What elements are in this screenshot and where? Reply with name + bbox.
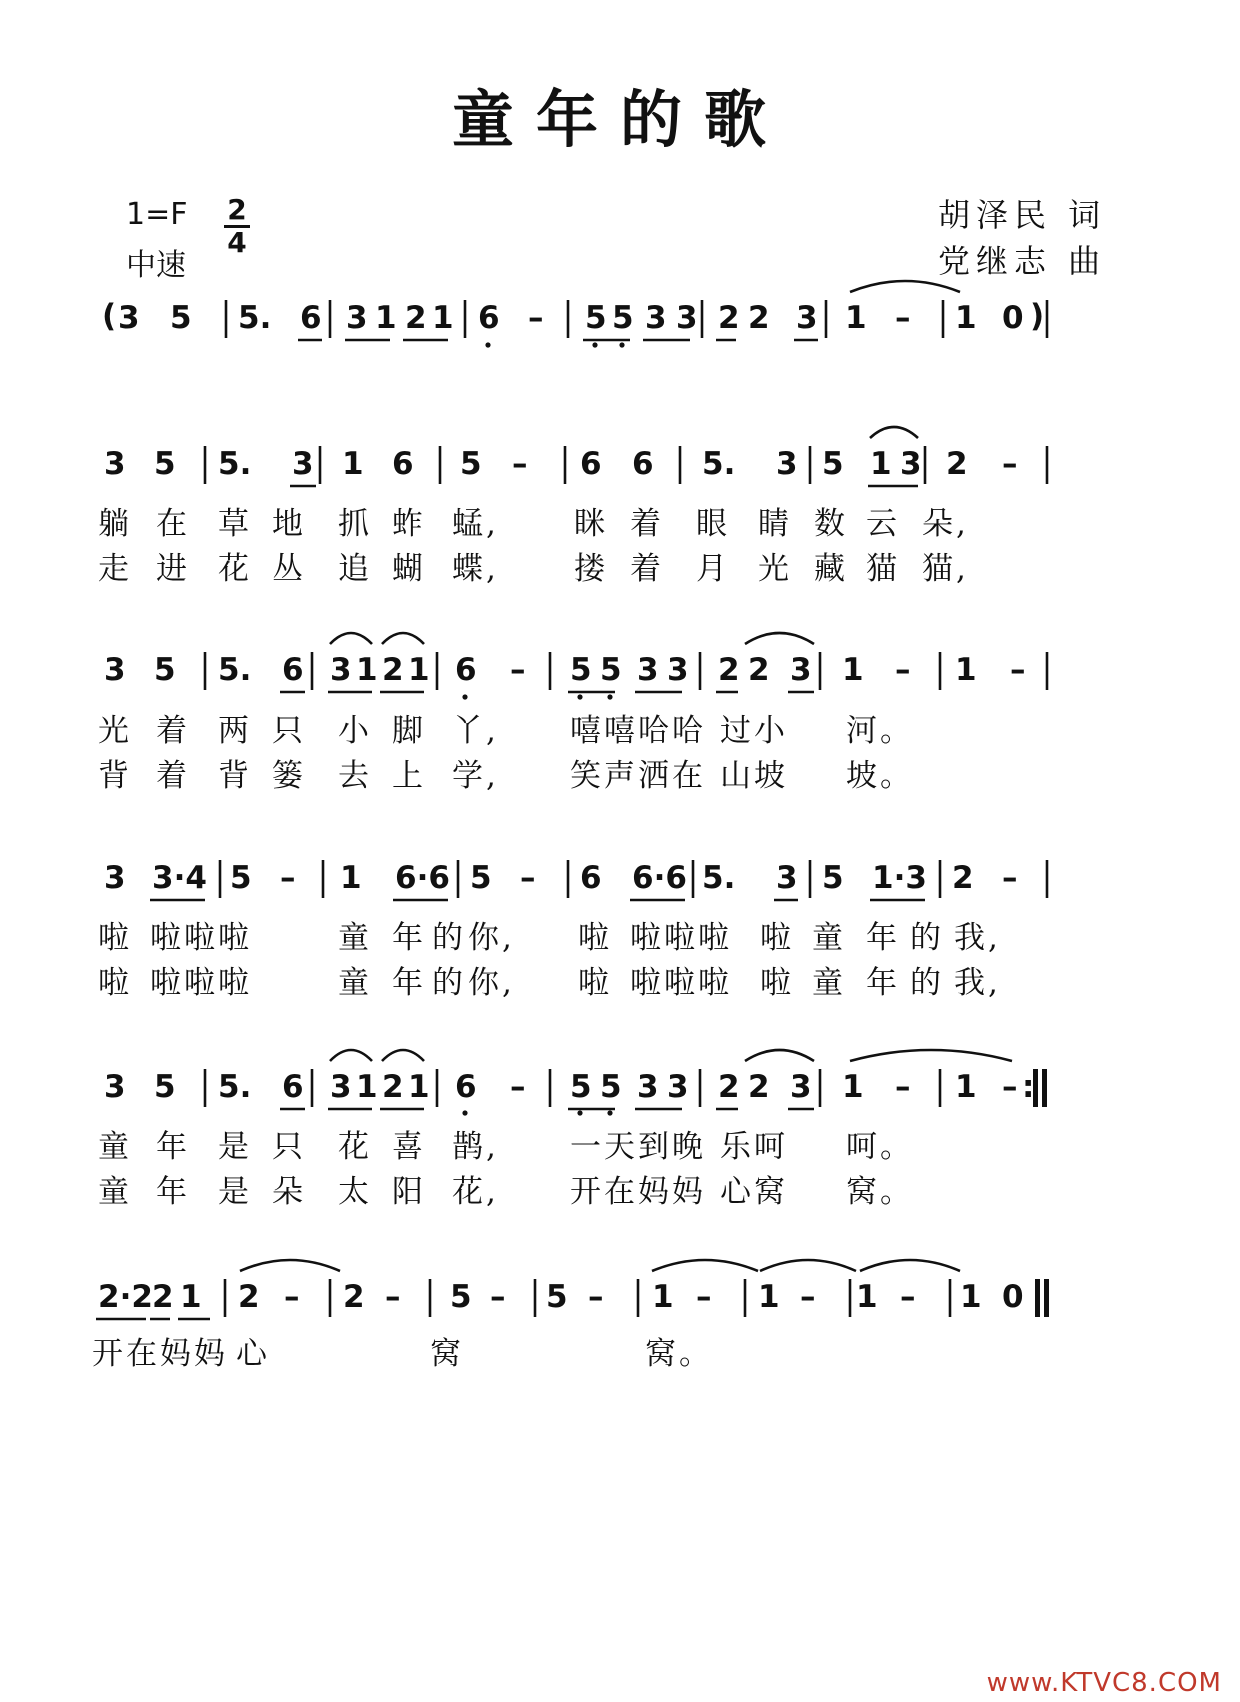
lyric-syllable: 啦啦啦: [630, 965, 732, 1001]
note: –: [1002, 446, 1018, 482]
note: 3: [676, 300, 698, 336]
note: 5: [460, 446, 482, 482]
note: –: [528, 300, 544, 336]
lyric-syllable: 蜢,: [452, 506, 499, 542]
lyric-syllable: 睛: [758, 506, 792, 542]
note: 1: [845, 300, 867, 336]
note: –: [895, 652, 911, 688]
lyric-syllable: 窝: [430, 1336, 464, 1372]
intro-open-paren: (: [102, 298, 117, 334]
note: 6·6: [395, 860, 450, 896]
note: 5.: [218, 1069, 252, 1105]
lyric-syllable: 啦: [760, 965, 794, 1001]
tie-arc: [860, 1260, 960, 1271]
lyric-syllable: 着: [630, 551, 664, 587]
tie-arc: [240, 1260, 340, 1271]
lyric-syllable: 童: [98, 1174, 132, 1210]
lyric-syllable: 只: [272, 1129, 306, 1165]
lyric-syllable: 数: [814, 506, 848, 542]
lyric-syllable: 两: [218, 713, 252, 749]
lyric-syllable: 喜: [392, 1129, 426, 1165]
note: 3: [104, 1069, 126, 1105]
lyric-syllable: 窝。: [846, 1174, 914, 1210]
lyric-syllable: 追: [338, 551, 372, 587]
note: 3: [796, 300, 818, 336]
note: 5: [570, 652, 592, 688]
lyric-syllable: 走: [98, 551, 132, 587]
lyric-syllable: 啦: [98, 920, 132, 956]
lyric-syllable: 躺: [98, 506, 132, 542]
note: –: [1002, 860, 1018, 896]
note: 2: [718, 652, 740, 688]
note: 5: [612, 300, 634, 336]
note: 1: [180, 1279, 202, 1315]
note: 3: [667, 1069, 689, 1105]
lyric-syllable: 年: [866, 965, 900, 1001]
lyric-syllable: 光: [98, 713, 132, 749]
note: 3: [790, 1069, 812, 1105]
note: 5.: [218, 652, 252, 688]
tie-arc: [745, 633, 814, 644]
note: 1: [432, 300, 454, 336]
note: 6: [300, 300, 322, 336]
note: –: [895, 300, 911, 336]
note: 1: [356, 1069, 378, 1105]
note: 3: [637, 1069, 659, 1105]
note: 1: [340, 860, 362, 896]
note: 5: [154, 1069, 176, 1105]
intro-close-paren: ): [1030, 298, 1045, 334]
note: 6: [282, 1069, 304, 1105]
final-barline: [1044, 1279, 1049, 1317]
lyric-syllable: 猫,: [922, 551, 969, 587]
lyric-syllable: 啦啦啦: [630, 920, 732, 956]
note: –: [284, 1279, 300, 1315]
lyric-syllable: 心窝: [720, 1174, 788, 1210]
octave-dot: [462, 694, 467, 699]
lyric-syllable: 只: [272, 713, 306, 749]
lyric-syllable: 嘻嘻哈哈: [570, 713, 706, 749]
lyric-syllable: 去: [338, 758, 372, 794]
note: 5: [600, 1069, 622, 1105]
note: 1: [842, 652, 864, 688]
lyric-syllable: 你,: [468, 920, 515, 956]
lyric-syllable: 呵。: [846, 1129, 914, 1165]
tie-arc: [382, 633, 424, 644]
lyric-syllable: 山坡: [720, 758, 788, 794]
lyric-syllable: 啦啦啦: [150, 920, 252, 956]
note: 3: [667, 652, 689, 688]
note: –: [800, 1279, 816, 1315]
lyric-syllable: 童: [812, 920, 846, 956]
note: 1: [842, 1069, 864, 1105]
tie-arc: [850, 281, 960, 292]
lyric-syllable: 河。: [846, 713, 914, 749]
note: –: [512, 446, 528, 482]
lyric-syllable: 光: [758, 551, 792, 587]
note: 0: [1002, 1279, 1024, 1315]
lyric-syllable: 啦: [578, 920, 612, 956]
note: 6: [580, 446, 602, 482]
tempo-marking: 中速: [126, 248, 186, 283]
note: 2: [748, 1069, 770, 1105]
note: 1: [870, 446, 892, 482]
note: –: [1010, 652, 1026, 688]
lyric-syllable: 篓: [272, 758, 306, 794]
song-title: 童年的歌: [451, 83, 788, 156]
note: 1: [955, 300, 977, 336]
note: 5.: [702, 446, 736, 482]
note: 5: [470, 860, 492, 896]
lyric-syllable: 的: [432, 920, 466, 956]
note: 5.: [702, 860, 736, 896]
lyric-syllable: 蝶,: [452, 551, 499, 587]
note: 1: [408, 652, 430, 688]
note: 6: [580, 860, 602, 896]
note: 3·4: [152, 860, 207, 896]
note: –: [900, 1279, 916, 1315]
note: 3: [776, 860, 798, 896]
lyric-syllable: 年: [392, 965, 426, 1001]
final-barline: [1042, 1069, 1047, 1107]
note: 1: [955, 1069, 977, 1105]
note: 1: [375, 300, 397, 336]
octave-dot: [577, 694, 582, 699]
tie-arc: [330, 1050, 372, 1061]
lyric-syllable: 云: [866, 506, 900, 542]
octave-dot: [577, 1110, 582, 1115]
lyric-syllable: 是: [218, 1129, 252, 1165]
note: 6: [632, 446, 654, 482]
note: 2: [382, 1069, 404, 1105]
note: 2: [952, 860, 974, 896]
lyric-syllable: 藏: [814, 551, 848, 587]
note: 5.: [218, 446, 252, 482]
note: –: [520, 860, 536, 896]
lyric-syllable: 进: [156, 551, 190, 587]
note: 0: [1002, 300, 1024, 336]
lyric-syllable: 开在妈妈: [92, 1336, 228, 1372]
note: 3: [104, 860, 126, 896]
lyric-syllable: 童: [338, 920, 372, 956]
note: 2: [718, 300, 740, 336]
lyric-syllable: 你,: [468, 965, 515, 1001]
tie-arc: [760, 1260, 856, 1271]
lyric-syllable: 丛: [272, 551, 306, 587]
note: 2: [946, 446, 968, 482]
note: 5: [822, 860, 844, 896]
composer-credit: 党继志 曲: [938, 242, 1107, 280]
lyric-syllable: 啦啦啦: [150, 965, 252, 1001]
note: 5: [600, 652, 622, 688]
lyric-syllable: 背: [98, 758, 132, 794]
tie-arc: [850, 1050, 1012, 1061]
lyric-syllable: 着: [156, 758, 190, 794]
lyric-syllable: 窝。: [645, 1336, 713, 1372]
lyric-syllable: 过小: [720, 713, 788, 749]
note: 2: [382, 652, 404, 688]
lyric-syllable: 学,: [452, 758, 499, 794]
lyric-syllable: 朵,: [922, 506, 969, 542]
lyric-syllable: 上: [392, 758, 426, 794]
octave-dot: [485, 342, 490, 347]
lyric-syllable: 年: [156, 1129, 190, 1165]
note: 6: [455, 652, 477, 688]
note: 2: [748, 300, 770, 336]
note: –: [510, 652, 526, 688]
note: 3: [790, 652, 812, 688]
time-signature-numerator: 2: [227, 193, 247, 226]
lyric-syllable: 月: [696, 551, 730, 587]
lyric-syllable: 草: [218, 506, 252, 542]
note: 5: [450, 1279, 472, 1315]
tie-arc: [745, 1050, 814, 1061]
note: 5: [546, 1279, 568, 1315]
note: 5: [822, 446, 844, 482]
lyric-syllable: 童: [338, 965, 372, 1001]
lyric-syllable: 丫,: [452, 713, 499, 749]
octave-dot: [592, 342, 597, 347]
note: 1·3: [872, 860, 927, 896]
note: 1: [356, 652, 378, 688]
lyric-syllable: 我,: [954, 965, 1001, 1001]
note: 5.: [238, 300, 272, 336]
note: 5: [170, 300, 192, 336]
note: 3: [104, 652, 126, 688]
note: 5: [570, 1069, 592, 1105]
lyric-syllable: 太: [338, 1174, 372, 1210]
octave-dot: [619, 342, 624, 347]
note: 3: [900, 446, 922, 482]
lyric-syllable: 脚: [392, 713, 426, 749]
note: 2: [718, 1069, 740, 1105]
lyric-syllable: 着: [630, 506, 664, 542]
note: 6: [282, 652, 304, 688]
note: 2: [748, 652, 770, 688]
lyric-syllable: 搂: [574, 551, 608, 587]
octave-dot: [462, 1110, 467, 1115]
lyric-syllable: 花: [338, 1129, 372, 1165]
lyric-syllable: 年: [156, 1174, 190, 1210]
lyric-syllable: 心: [236, 1336, 270, 1372]
note: 1: [955, 652, 977, 688]
note: 2: [152, 1279, 174, 1315]
lyric-syllable: 我,: [954, 920, 1001, 956]
lyric-syllable: 花: [218, 551, 252, 587]
note: –: [895, 1069, 911, 1105]
note: 6: [478, 300, 500, 336]
lyric-syllable: 眼: [696, 506, 730, 542]
octave-dot: [607, 1110, 612, 1115]
note: 3: [292, 446, 314, 482]
lyric-syllable: 鹊,: [452, 1129, 499, 1165]
lyric-syllable: 地: [272, 506, 306, 542]
note: 1: [408, 1069, 430, 1105]
lyric-syllable: 的: [910, 920, 944, 956]
note: 6: [392, 446, 414, 482]
note: 6·6: [632, 860, 687, 896]
lyricist-credit: 胡泽民 词: [938, 196, 1107, 234]
note: 2: [405, 300, 427, 336]
note: 5: [154, 652, 176, 688]
tie-arc: [382, 1050, 424, 1061]
note: 2: [238, 1279, 260, 1315]
watermark: www.KTVC8.COM: [986, 1668, 1222, 1698]
lyric-syllable: 小: [338, 713, 372, 749]
lyric-syllable: 在: [156, 506, 190, 542]
lyric-syllable: 年: [392, 920, 426, 956]
tie-arc: [652, 1260, 758, 1271]
lyric-syllable: 坡。: [846, 758, 914, 794]
note: :: [1022, 1069, 1035, 1105]
lyric-syllable: 啦: [578, 965, 612, 1001]
lyric-syllable: 蝴: [392, 551, 426, 587]
lyric-syllable: 啦: [760, 920, 794, 956]
note: 1: [960, 1279, 982, 1315]
note: 1: [856, 1279, 878, 1315]
note: –: [588, 1279, 604, 1315]
note: 5: [230, 860, 252, 896]
note: 3: [645, 300, 667, 336]
lyric-syllable: 童: [98, 1129, 132, 1165]
final-barline: [1035, 1279, 1040, 1317]
note: –: [510, 1069, 526, 1105]
note: 3: [104, 446, 126, 482]
lyric-syllable: 阳: [392, 1174, 426, 1210]
lyric-syllable: 啦: [98, 965, 132, 1001]
lyric-syllable: 童: [812, 965, 846, 1001]
lyric-syllable: 眯: [574, 506, 608, 542]
lyric-syllable: 猫: [866, 551, 900, 587]
note: 6: [455, 1069, 477, 1105]
note: –: [696, 1279, 712, 1315]
note: 5: [154, 446, 176, 482]
note: 3: [118, 300, 140, 336]
note: 3: [776, 446, 798, 482]
note: 1: [652, 1279, 674, 1315]
lyric-syllable: 着: [156, 713, 190, 749]
lyric-syllable: 乐呵: [720, 1129, 788, 1165]
note: 2·2: [98, 1279, 153, 1315]
lyric-syllable: 的: [432, 965, 466, 1001]
note: –: [385, 1279, 401, 1315]
lyric-syllable: 背: [218, 758, 252, 794]
lyric-syllable: 开在妈妈: [570, 1174, 706, 1210]
tie-arc: [330, 633, 372, 644]
lyric-syllable: 朵: [272, 1174, 306, 1210]
note: 3: [346, 300, 368, 336]
note: 3: [330, 1069, 352, 1105]
lyric-syllable: 笑声洒在: [570, 758, 706, 794]
lyric-syllable: 年: [866, 920, 900, 956]
note: 1: [758, 1279, 780, 1315]
note: –: [280, 860, 296, 896]
note: 3: [330, 652, 352, 688]
octave-dot: [607, 694, 612, 699]
note: 1: [342, 446, 364, 482]
note: 5: [585, 300, 607, 336]
lyric-syllable: 的: [910, 965, 944, 1001]
key-signature: 1=F: [126, 197, 188, 232]
note: 2: [343, 1279, 365, 1315]
lyric-syllable: 蚱: [392, 506, 426, 542]
lyric-syllable: 抓: [338, 506, 372, 542]
note: 3: [637, 652, 659, 688]
lyric-syllable: 花,: [452, 1174, 499, 1210]
note: –: [1002, 1069, 1018, 1105]
lyric-syllable: 一天到晚: [570, 1129, 706, 1165]
tie-arc: [870, 427, 918, 438]
time-signature-denominator: 4: [227, 226, 247, 259]
note: –: [490, 1279, 506, 1315]
lyric-syllable: 是: [218, 1174, 252, 1210]
